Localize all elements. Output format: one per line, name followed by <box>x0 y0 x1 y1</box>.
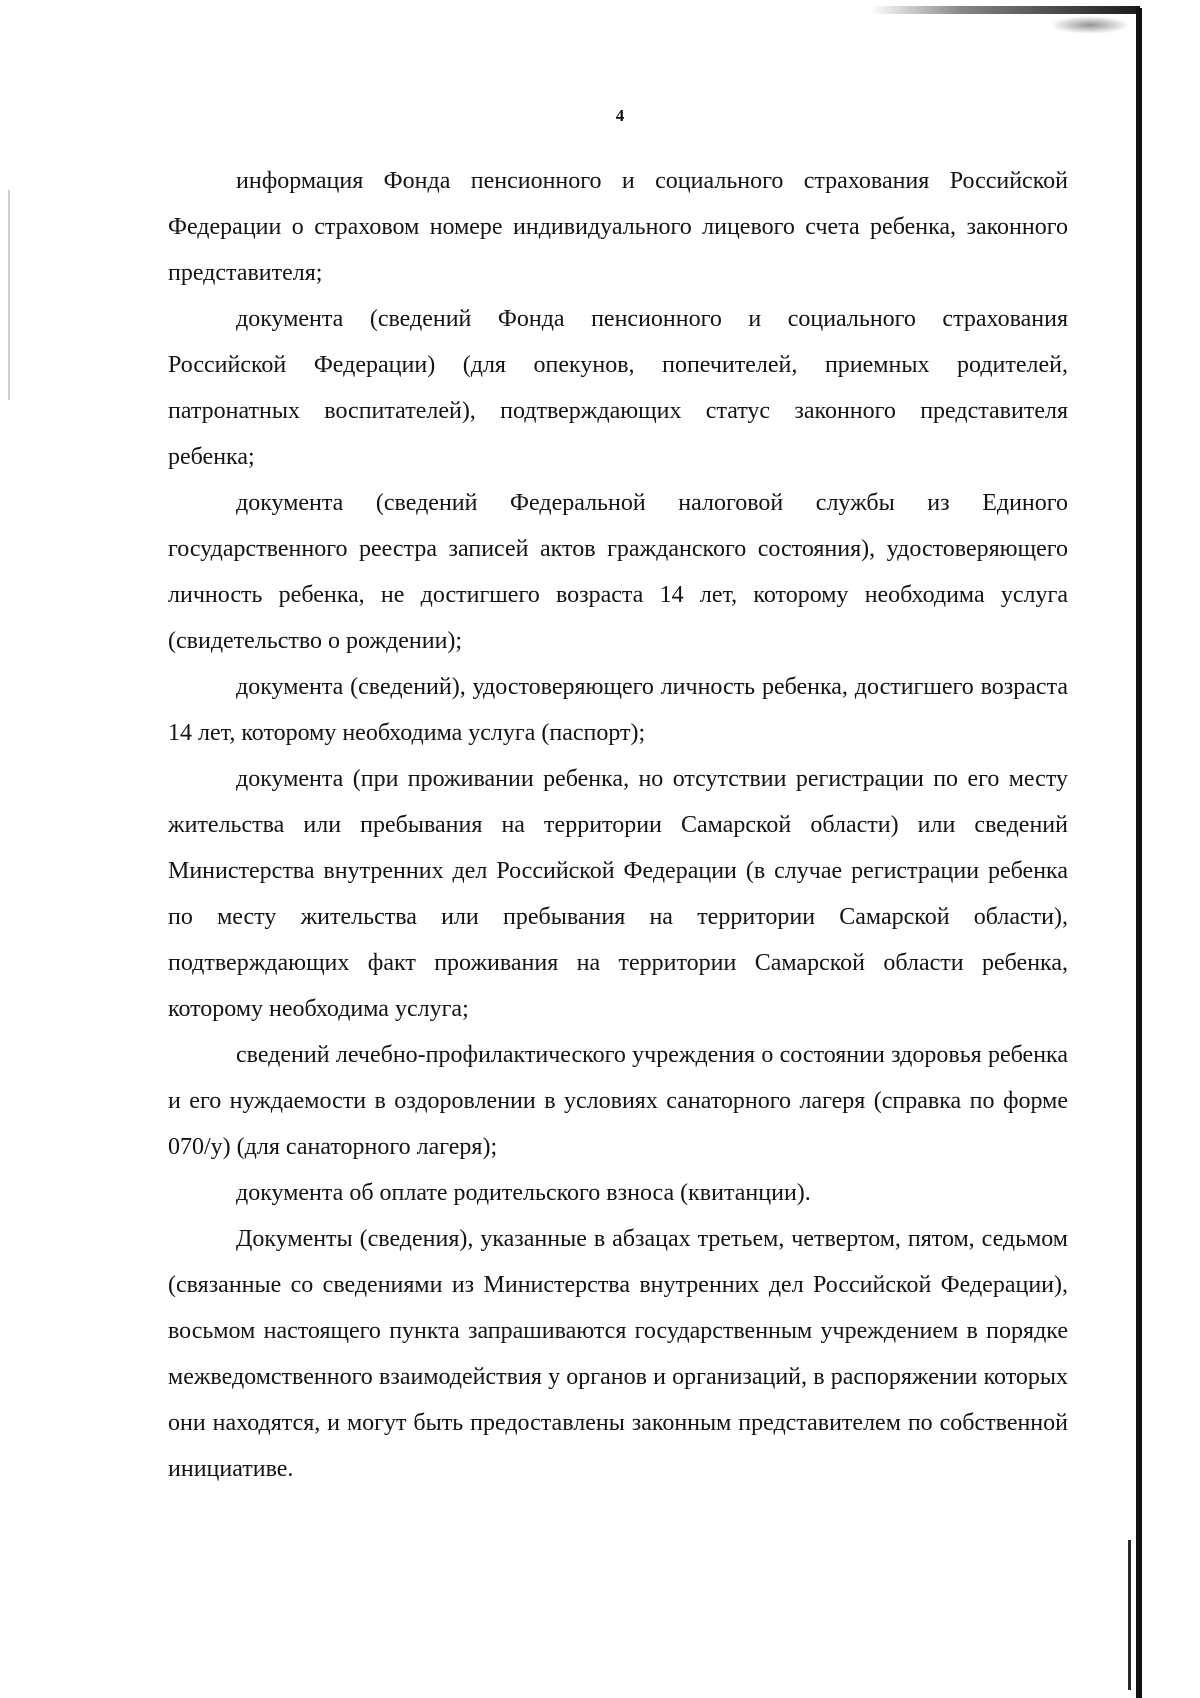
scan-edge-top <box>870 6 1140 14</box>
paragraph-payment-receipt: документа об оплате родительского взноса (квитанции). <box>236 1180 811 1206</box>
scan-blot <box>1050 16 1130 34</box>
paragraph-residence: документа (при проживании ребенка, но отсутствии регистрации по его месту жительства или пребывания на территории Самарской области) или сведений Министерства внутренних дел Российской Федерации (в случае регистрации ребенка по месту жительства или пребывания на территории Самарской области), подтверждающих факт проживания на территории Самарской области ребенка, которому необходима услуга; <box>168 766 1068 1022</box>
page-number: 4 <box>615 106 625 125</box>
scan-line-right-low <box>1128 1540 1131 1690</box>
document-body <box>168 158 1068 1492</box>
paragraph-guardian-status: документа (сведений Фонда пенсионного и социального страхования Российской Федерации) (для опекунов, попечителей, приемных родителей, патронатных воспитателей), подтверждающих статус законного представителя ребенка; <box>168 306 1068 470</box>
scan-edge-right <box>1136 8 1142 1698</box>
paragraph-snils-info: информация Фонда пенсионного и социального страхования Российской Федерации о страховом номере индивидуального лицевого счета ребенка, законного представителя; <box>168 168 1068 286</box>
paragraph-passport: документа (сведений), удостоверяющего личность ребенка, достигшего возраста 14 лет, которому необходима услуга (паспорт); <box>168 674 1068 746</box>
scan-line-left <box>8 190 10 400</box>
paragraph-birth-certificate: документа (сведений Федеральной налоговой службы из Единого государственного реестра записей актов гражданского состояния), удостоверяющего личность ребенка, не достигшего возраста 14 лет, которому необходима услуга (свидетельство о рождении); <box>168 490 1068 654</box>
paragraph-medical-certificate: сведений лечебно-профилактического учреждения о состоянии здоровья ребенка и его нуждаемости в оздоровлении в условиях санаторного лагеря (справка по форме 070/у) (для санаторного лагеря); <box>168 1042 1068 1160</box>
paragraph-interagency-request: Документы (сведения), указанные в абзацах третьем, четвертом, пятом, седьмом (связанные со сведениями из Министерства внутренних дел Российской Федерации), восьмом настоящего пункта запрашиваются государственным учреждением в порядке межведомственного взаимодействия у органов и организаций, в распоряжении которых они находятся, и могут быть предоставлены законным представителем по собственной инициативе. <box>168 1226 1068 1482</box>
